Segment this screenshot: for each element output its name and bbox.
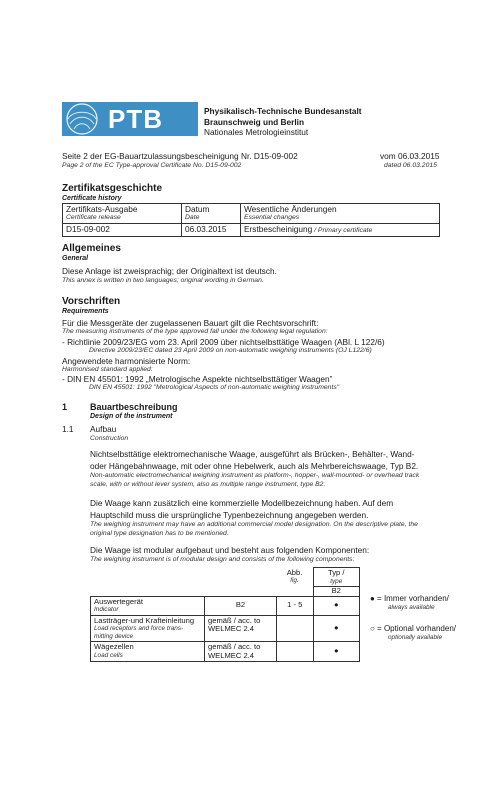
component-name — [91, 642, 205, 662]
para1-en-line2: scale, with or without lever system, also as multiple range instrument, type B2. — [90, 481, 326, 488]
history-header-release — [63, 204, 182, 224]
para1-en-line1: Non-automatic electromechanical weighing instrument as platform-, hopper-, wall-mounted- or overhead track — [90, 472, 420, 479]
header-type-en: type — [330, 577, 343, 585]
institute-line-1: Physikalisch-Technische Bundesanstalt — [204, 106, 362, 116]
para2-en-line2: original type designation has to be mentioned. — [90, 530, 229, 537]
component-name-en: Indicator — [94, 606, 119, 614]
page-info-right: vom 06.03.2015 — [380, 151, 440, 161]
construction-title: Aufbau — [90, 424, 117, 434]
institute-name — [204, 106, 362, 138]
history-date-cell: 06.03.2015 — [182, 224, 241, 237]
legend-optional-en: optionally available — [388, 634, 443, 641]
legend-always-en: always available — [388, 604, 435, 611]
requirements-item-1: - Richtlinie 2009/23/EG vom 23. April 2009 über nichtselbsttätige Waagen (ABl. L 122/6) — [62, 337, 385, 347]
institute-line-2: Braunschweig und Berlin — [204, 116, 305, 127]
history-data-row — [63, 224, 440, 237]
para1-line1: Nichtselbsttätige elektromechanische Waage, ausgeführt als Brücken-, Behälter-, Wand- — [90, 449, 415, 459]
ptb-logo-block — [62, 102, 198, 136]
header-empty-2 — [205, 568, 277, 597]
requirements-norm: Angewendete harmonisierte Norm: — [62, 356, 191, 366]
component-spec-line1: gemäß / acc. to — [208, 642, 261, 651]
header-type-label — [314, 568, 360, 587]
component-name-de: Lastträger-und Krafteinleitung — [94, 615, 195, 625]
general-text-en: This annex is written in two languages; original wording in German. — [62, 277, 264, 284]
component-spec-line2: WELMEC 2.4 — [208, 624, 254, 634]
history-header-date — [182, 204, 241, 224]
header-release-en: Certificate release — [66, 214, 121, 221]
requirements-item-2-en: DIN EN 45501: 1992 "Metrological Aspects of non-automatic weighing instruments" — [89, 384, 340, 391]
para3-en: The weighing instrument is of modular design and consists of the following components: — [90, 556, 355, 563]
para2-line1: Die Waage kann zusätzlich eine kommerzielle Modellbezeichnung haben. Auf dem — [90, 498, 394, 508]
components-table — [90, 567, 360, 662]
component-spec: B2 — [205, 596, 277, 615]
general-title: Allgemeines — [62, 243, 121, 254]
requirements-intro-en: The measuring instruments of the type approved fall under the following legal regulation: — [62, 328, 328, 335]
ptb-logo — [62, 102, 198, 136]
component-name-en: Load cells — [94, 651, 123, 659]
para2-en-line1: The weighing instrument may have an additional commercial model designation. On the descriptive plate, the — [90, 521, 418, 528]
history-change-cell — [241, 224, 440, 237]
history-subtitle: Certificate history — [62, 195, 122, 202]
para1-line2: oder Hängebahnwaage, mit oder ohne Hebelwerk, auch als Mehrbereichswaage, Typ B2. — [90, 461, 419, 471]
history-title: Zertifikatsgeschichte — [62, 183, 163, 194]
header-fig — [277, 568, 314, 597]
design-title: Bauartbeschreibung — [90, 402, 178, 412]
component-row — [91, 642, 360, 662]
component-mark: ● — [313, 642, 360, 662]
components-header-row — [91, 568, 360, 597]
header-fig-de: Abb. — [286, 567, 303, 577]
design-number: 1 — [62, 402, 68, 412]
component-fig — [277, 615, 314, 641]
component-name — [91, 615, 205, 641]
header-changes-de: Wesentliche Änderungen — [244, 204, 337, 214]
component-fig: 1 - 5 — [277, 596, 314, 615]
requirements-item-2: - DIN EN 45501: 1992 „Metrologische Aspekte nichtselbsttätiger Waagen” — [62, 374, 333, 384]
history-release-cell: D15-09-002 — [63, 224, 182, 237]
component-name — [91, 596, 205, 615]
header-changes-en: Essential changes — [244, 214, 300, 221]
component-spec-line1: gemäß / acc. to — [208, 615, 261, 625]
component-row — [91, 615, 360, 641]
legend-optional-de: ○ = Optional vorhanden/ — [370, 624, 456, 633]
construction-subtitle: Construction — [90, 435, 129, 442]
page-info-left: Seite 2 der EG-Bauartzulassungsbescheinigung Nr. D15-09-002 — [62, 151, 298, 161]
requirements-subtitle: Requirements — [62, 308, 109, 315]
component-fig — [277, 642, 314, 662]
para2-line2: Hauptschild muss die ursprüngliche Typenbezeichnung angegeben werden. — [90, 510, 369, 520]
history-header-row — [63, 204, 440, 224]
legend-optional — [370, 624, 456, 642]
header-fig-en: fig. — [290, 577, 299, 585]
header-type-de: Typ / — [328, 568, 345, 577]
component-row — [91, 596, 360, 615]
institute-line-3: Nationales Metrologieinstitut — [204, 127, 309, 137]
design-subtitle: Design of the instrument — [90, 413, 173, 420]
section-number-1-1: 1.1 — [62, 424, 74, 434]
requirements-title: Vorschriften — [62, 296, 121, 307]
component-name-de: Auswertegerät — [94, 596, 143, 606]
legend-always — [370, 594, 449, 612]
requirements-norm-en: Harmonised standard applied: — [62, 366, 153, 373]
requirements-intro: Für die Messgeräte der zugelassenen Bauart gilt die Rechtsvorschrift: — [62, 318, 319, 328]
requirements-item-1-en: Directive 2009/23/EC dated 23 April 2009 on non-automatic weighing instruments (OJ L122/6) — [89, 347, 372, 354]
header-type — [313, 568, 360, 597]
para3: Die Waage ist modular aufgebaut und besteht aus folgenden Komponenten: — [90, 545, 370, 555]
history-table — [62, 203, 440, 237]
component-spec — [205, 642, 277, 662]
general-subtitle: General — [62, 255, 89, 262]
header-date-de: Datum — [185, 204, 210, 214]
header-empty-1 — [91, 568, 205, 597]
component-spec-line2: WELMEC 2.4 — [208, 650, 254, 660]
history-header-changes — [241, 204, 440, 224]
header-type-value: B2 — [331, 586, 341, 595]
general-text: Diese Anlage ist zweisprachig; der Originaltext ist deutsch. — [62, 266, 277, 276]
component-name-de: Wägezellen — [94, 642, 134, 651]
component-mark: ● — [313, 615, 360, 641]
component-name-en: Load receptors and force trans-mitting device — [94, 625, 184, 640]
component-spec — [205, 615, 277, 641]
change-de: Erstbescheinigung — [244, 224, 313, 234]
logo-text: PTB — [108, 104, 163, 134]
header-release-de: Zertifikats-Ausgabe — [66, 204, 138, 214]
change-en: / Primary certificate — [312, 227, 373, 234]
header-date-en: Date — [185, 214, 200, 221]
component-mark: ● — [313, 596, 360, 615]
page-info-right-en: dated 06.03.2015 — [384, 162, 437, 169]
page-info-left-en: Page 2 of the EC Type-approval Certificate No. D15-09-002 — [62, 162, 242, 169]
legend-always-de: ● = Immer vorhanden/ — [370, 594, 449, 603]
